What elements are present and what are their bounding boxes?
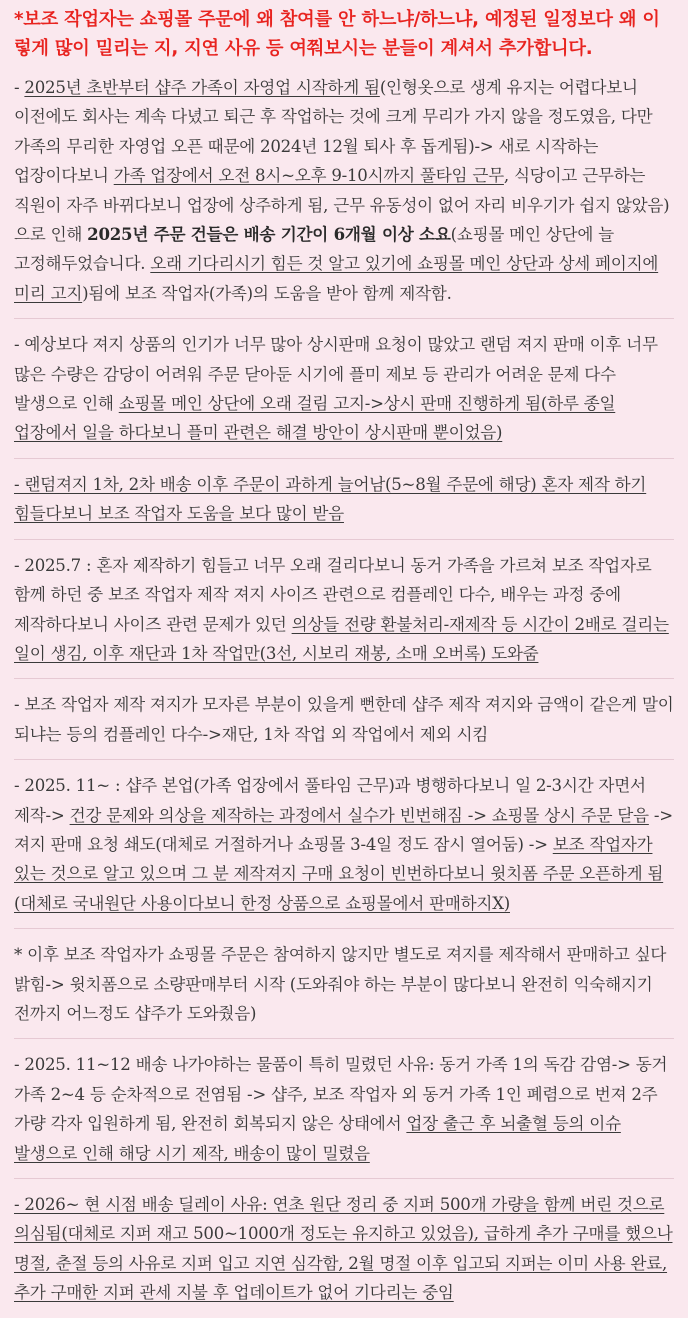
body-text: -> 져지 판매 요청 쇄도(대체로 거절하거나 쇼핑몰 3-4일 정도 잠시 열어둠) ->	[14, 805, 673, 854]
section-divider	[14, 759, 674, 760]
sections-container	[14, 73, 674, 1318]
body-text: - 2025. 11~12 배송 나가야하는 물품이 특히 밀렸던 사유: 동거 가족 1의 독감 감염-> 동거 가족 2~4 등 순차적으로 전염됨 -> 샵주, 보조 작업자 외 동거 가족 1인 폐렴으로 번져 2주 가량 각자 입원하게 됨, 완전히 회복되지 않은 상태에서	[14, 1055, 668, 1134]
section-2025-11-12	[14, 1050, 674, 1178]
bold-text: 2025년 주문 건들은 배송 기간이 6개월 이상 소요	[87, 224, 451, 245]
section-divider	[14, 1038, 674, 1039]
section-random-jersey	[14, 470, 674, 539]
section-divider	[14, 678, 674, 679]
body-text: * 이후 보조 작업자가 쇼핑몰 주문은 참여하지 않지만 별도로 져지를 제작해서 판매하고 싶다 밝힘-> 윗치폼으로 소량판매부터 시작 (도와줘야 하는 부분이 많다보니 완전히 익숙해지기 전까지 어느정도 샵주가 도와줬음)	[14, 945, 667, 1023]
section-2025-11	[14, 771, 674, 928]
section-2025-start	[14, 73, 674, 318]
underlined-text: 오래 기다리시기 힘든 것 알고 있기에 쇼핑몰 메인 상단과 상세 페이지에 미리 고지	[14, 254, 659, 303]
underlined-text: 2025년 초반부터 샵주 가족이 자영업 시작하게 됨	[24, 78, 380, 97]
underlined-text: 보조 작업자가 있는 것으로 알고 있으며 그 분 제작져지 구매 요청이 빈번하다보니 윗치폼 주문 오픈하게 됨(대체로 국내원단 사용이다보니 한정 상품으로 쇼핑몰에서 판매하지X)	[14, 834, 664, 913]
underlined-text: 업장 출근 후 뇌출혈 등의 이슈 발생으로 인해 해당 시기 제작, 배송이 많이 밀렸음	[14, 1114, 621, 1163]
body-text: (쇼핑몰 메인 상단에 늘 고정해두었습니다.	[14, 225, 614, 274]
body-text: )됨에 보조 작업자(가족)의 도움을 받아 함께 제작함.	[82, 283, 452, 303]
section-assistant-excluded	[14, 690, 674, 759]
section-divider	[14, 1178, 674, 1179]
body-text: - 보조 작업자 제작 져지가 모자른 부분이 있을게 뻔한데 샵주 제작 져지와 금액이 같은게 말이 되냐는 등의 컴플레인 다수->재단, 1차 작업 외 작업에서 제외 시킴	[14, 695, 674, 744]
body-text: - 2025.7 : 혼자 제작하기 힘들고 너무 오래 걸리다보니 동거 가족을 가르쳐 보조 작업자로 함께 하던 중 보조 작업자 제작 져지 사이즈 관련으로 컴플레인 다수, 배우는 과정 중에 제작하다보니 사이즈 관련 문제가 있던	[14, 555, 652, 634]
body-text: , 식당이고 근무하는 직원이 자주 바뀌다보니 업장에 상주하게 됨, 근무 유동성이 없어 자리 비우기가 쉽지 않았음)으로 인해	[14, 166, 670, 245]
underlined-text: 의상들 전량 환불처리-재제작 등 시간이 2배로 걸리는 일이 생김, 이후 재단과 1차 작업만(3선, 시보리 재봉, 소매 오버록) 도와줌	[14, 614, 669, 663]
body-text: - 예상보다 져지 상품의 인기가 너무 많아 상시판매 요청이 많았고 랜덤 져지 판매 이후 너무 많은 수량은 감당이 어려워 주문 닫아둔 시기에 플미 제보 등 관리가 어려운 문제 다수 발생으로 인해	[14, 335, 658, 414]
section-divider	[14, 539, 674, 540]
section-jersey-popularity	[14, 330, 674, 458]
underlined-text: 건강 문제와 의상을 제작하는 과정에서 실수가 빈번해짐 -> 쇼핑몰 상시 주문 닫음	[69, 805, 649, 825]
section-divider	[14, 458, 674, 459]
underlined-text: 쇼핑몰 메인 상단에 오래 걸림 고지->상시 판매 진행하게 됨(하루 종일 업장에서 일을 하다보니 플미 관련은 해결 방안이 상시판매 뿐이었음)	[14, 394, 616, 443]
underlined-text: 가족 업장에서 오전 8시~오후 9-10시까지 풀타임 근무	[113, 166, 504, 186]
section-divider	[14, 318, 674, 319]
section-2025-07	[14, 551, 674, 679]
notice-heading: *보조 작업자는 쇼핑몰 주문에 왜 참여를 안 하느냐/하느냐, 예정된 일정보다 왜 이렇게 많이 밀리는 지, 지연 사유 등 여쭤보시는 분들이 계셔서 추가합니다.	[14, 9, 660, 59]
section-2026	[14, 1190, 674, 1318]
body-text: - 2025. 11~ : 샵주 본업(가족 업장에서 풀타임 근무)과 병행하다보니 일 2-3시간 자면서 제작->	[14, 776, 646, 825]
section-divider	[14, 928, 674, 929]
body-text: -	[14, 78, 25, 97]
section-assistant-selling	[14, 940, 674, 1038]
body-text: (인형옷으로 생계 유지는 어렵다보니 이전에도 회사는 계속 다녔고 퇴근 후 작업하는 것에 크게 무리가 가지 않을 정도였음, 다만 가족의 무리한 자영업 오픈 때문에 2024년 12월 퇴사 후 돕게됨)-> 새로 시작하는 업장이다보니	[14, 78, 653, 186]
underlined-text: 명절, 춘절 등의 사유로 지퍼 입고 지연 심각함, 2월 명절 이후 입고되 지퍼는 이미 사용 완료, 추가 구매한 지퍼 관세 지불 후 업데이트가 없어 기다리는 중임	[14, 1253, 668, 1303]
underlined-text: - 랜덤져지 1차, 2차 배송 이후 주문이 과하게 늘어남(5~8월 주문에 해당) 혼자 제작 하기 힘들다보니 보조 작업자 도움을 보다 많이 받음	[14, 474, 647, 524]
underlined-text: - 2026~ 현 시점 배송 딜레이 사유: 연초 원단 정리 중 지퍼 500개 가량을 함께 버린 것으로 의심됨(대체로 지퍼 재고 500~1000개 정도는 유지하고 있었음), 급하게 추가 구매를 했으나	[14, 1195, 673, 1244]
